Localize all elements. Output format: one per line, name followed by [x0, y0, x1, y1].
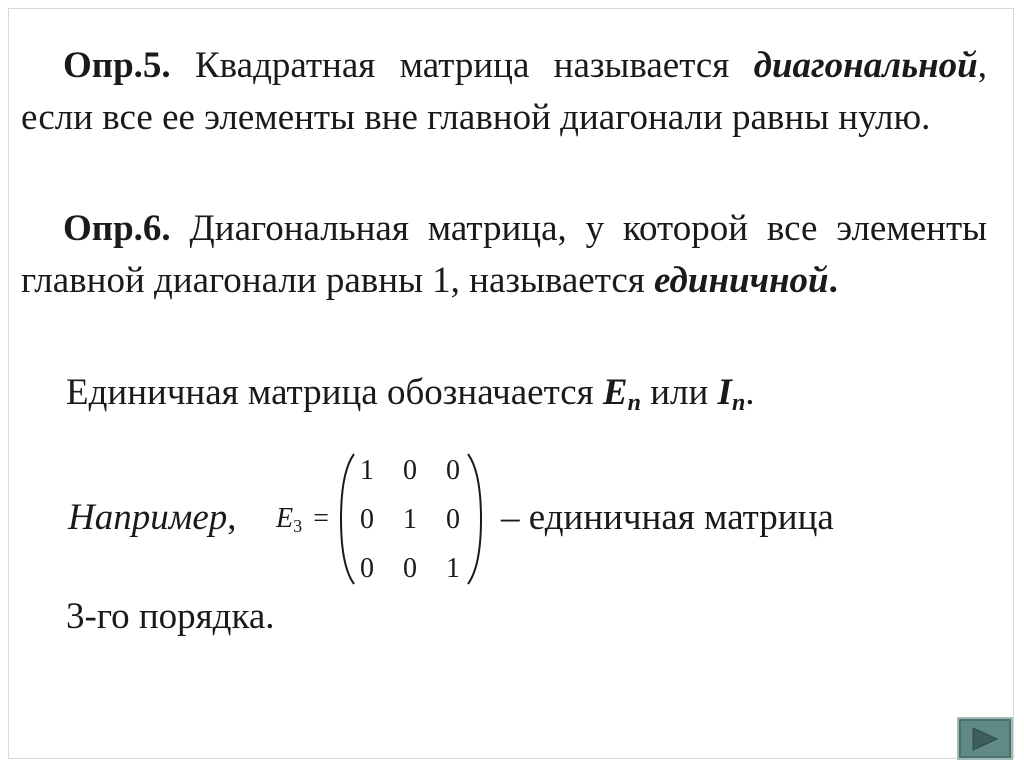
- order-text: 3-го порядка.: [66, 596, 275, 637]
- definition-5-text-b: , если все ее элементы вне главной диагонали равны нулю.: [21, 45, 987, 138]
- notation-text: Единичная матрица обозначается: [66, 372, 594, 413]
- matrix-cell: 1: [446, 553, 460, 584]
- matrix-lhs: $E_3$ =: [276, 503, 329, 536]
- definition-5-label: Опр.5.: [63, 45, 171, 86]
- example-comma: ,: [227, 497, 237, 538]
- symbol-i-n: $I_n$: [717, 372, 746, 416]
- matrix-cell: 0: [446, 504, 460, 535]
- definition-6-term: единичной: [654, 260, 829, 301]
- matrix-cell: 0: [403, 455, 417, 486]
- next-slide-button[interactable]: [957, 717, 1013, 760]
- order-line: [66, 594, 275, 640]
- right-paren-icon: [466, 452, 484, 586]
- definition-5-text-a: Квадратная матрица называется: [195, 45, 730, 86]
- definition-6: [21, 203, 987, 307]
- notation-or: или: [650, 372, 709, 413]
- example-lead: Например: [68, 497, 228, 538]
- matrix-cell: 0: [403, 553, 417, 584]
- matrix-cell: 1: [403, 504, 417, 535]
- matrix-cell: 0: [360, 553, 374, 584]
- matrix-cell: 1: [360, 455, 374, 486]
- identity-matrix-e3: [276, 452, 486, 586]
- notation-line: [66, 370, 755, 426]
- definition-5: [21, 40, 987, 144]
- example-suffix: – единичная матрица: [501, 497, 834, 538]
- symbol-e-n: $E_n$: [602, 372, 641, 416]
- notation-end: .: [745, 372, 755, 413]
- definition-6-text-b: .: [828, 260, 838, 301]
- play-right-icon: [970, 726, 1000, 752]
- definition-6-label: Опр.6.: [63, 208, 171, 249]
- matrix-cell: 0: [360, 504, 374, 535]
- definition-6-text-a: Диагональная матрица, у которой все элементы главной диагонали равны 1, называется: [21, 208, 987, 301]
- definition-5-term: диагональной: [753, 45, 978, 86]
- matrix-cell: 0: [446, 455, 460, 486]
